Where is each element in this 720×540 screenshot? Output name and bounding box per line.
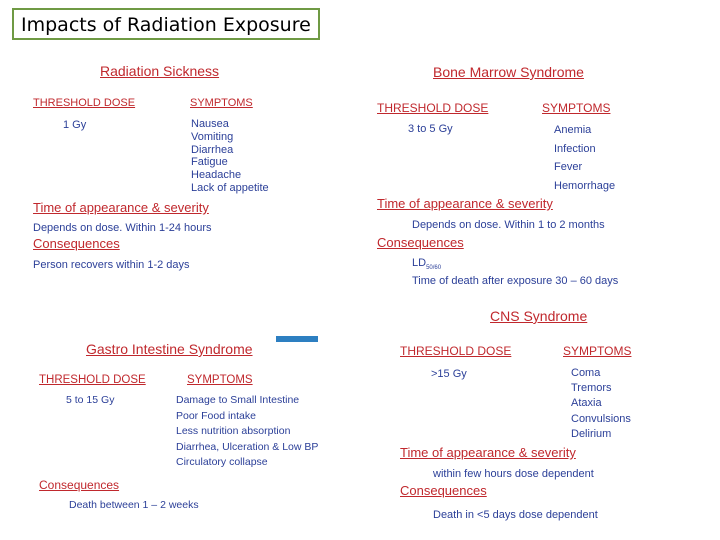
symptom-item: Convulsions — [571, 412, 631, 425]
threshold-dose-value: 5 to 15 Gy — [66, 394, 115, 406]
cns-title: CNS Syndrome — [490, 308, 588, 324]
threshold-dose-label: THRESHOLD DOSE — [39, 374, 146, 386]
consequences-label: Consequences — [377, 235, 464, 250]
consequences-label: Consequences — [33, 236, 120, 251]
ld-main: LD — [412, 257, 427, 269]
radiation-sickness-title: Radiation Sickness — [100, 63, 220, 79]
symptoms-list — [554, 121, 615, 195]
consequences-text: Death in <5 days dose dependent — [433, 509, 598, 521]
symptom-item: Diarrhea — [191, 143, 234, 156]
threshold-dose-label: THRESHOLD DOSE — [400, 344, 512, 358]
symptom-item: Diarrhea, Ulceration & Low BP — [176, 440, 319, 453]
symptom-item: Tremors — [571, 382, 612, 395]
symptom-item: Lack of appetite — [191, 181, 269, 194]
symptoms-list — [191, 118, 269, 195]
time-of-appearance-text: within few hours dose dependent — [433, 468, 594, 480]
symptom-item: Infection — [554, 142, 596, 155]
symptoms-label: SYMPTOMS — [563, 344, 632, 358]
consequences-label: Consequences — [400, 483, 487, 498]
time-of-appearance-text: Depends on dose. Within 1-24 hours — [33, 222, 212, 234]
consequences-text: Person recovers within 1-2 days — [33, 259, 190, 271]
consequences-text: Death between 1 – 2 weeks — [69, 499, 199, 511]
logo-badge — [276, 336, 318, 342]
symptom-item: Less nutrition absorption — [176, 425, 291, 438]
threshold-dose-value: >15 Gy — [431, 368, 467, 380]
symptom-item: Delirium — [571, 427, 612, 440]
symptom-item: Anemia — [554, 124, 592, 136]
symptoms-list — [571, 366, 631, 442]
ld-subscript: 50/60 — [426, 265, 442, 271]
time-of-appearance-label: Time of appearance & severity — [33, 200, 209, 215]
symptom-item: Fatigue — [191, 156, 228, 169]
symptom-item: Headache — [191, 169, 242, 182]
slide-title: Impacts of Radiation Exposure — [12, 8, 320, 40]
time-of-appearance-label: Time of appearance & severity — [400, 445, 576, 460]
time-of-appearance-text: Depends on dose. Within 1 to 2 months — [412, 219, 605, 231]
threshold-dose-value: 1 Gy — [63, 119, 87, 131]
symptom-item: Ataxia — [571, 397, 602, 410]
threshold-dose-value: 3 to 5 Gy — [408, 123, 453, 135]
threshold-dose-label: THRESHOLD DOSE — [377, 101, 489, 115]
symptom-item: Fever — [554, 161, 583, 173]
threshold-dose-label: THRESHOLD DOSE — [33, 97, 136, 109]
symptom-item: Coma — [571, 367, 601, 379]
symptom-item: Damage to Small Intestine — [176, 394, 300, 406]
symptoms-list — [176, 393, 318, 471]
symptom-item: Circulatory collapse — [176, 456, 268, 469]
symptom-item: Poor Food intake — [176, 409, 256, 422]
symptoms-label: SYMPTOMS — [190, 97, 253, 109]
symptom-item: Nausea — [191, 118, 229, 130]
symptoms-label: SYMPTOMS — [542, 101, 611, 115]
ld-value — [412, 257, 441, 271]
symptom-item: Vomiting — [191, 130, 234, 143]
consequences-label: Consequences — [39, 478, 120, 492]
time-of-death-text: Time of death after exposure 30 – 60 days — [412, 275, 619, 287]
symptom-item: Hemorrhage — [554, 179, 616, 192]
gastro-title: Gastro Intestine Syndrome — [86, 341, 253, 357]
bone-marrow-title: Bone Marrow Syndrome — [433, 64, 584, 80]
symptoms-label: SYMPTOMS — [187, 374, 253, 386]
time-of-appearance-label: Time of appearance & severity — [377, 196, 553, 211]
